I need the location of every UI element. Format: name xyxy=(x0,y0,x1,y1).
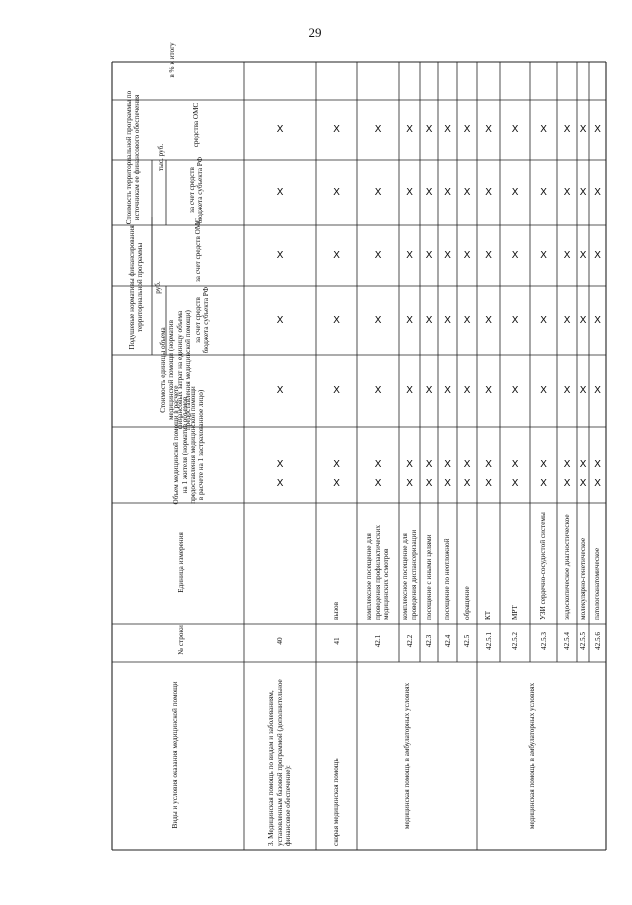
value-cell: X xyxy=(594,459,601,470)
value-cell: X xyxy=(406,459,413,470)
row-unit: МРТ xyxy=(510,605,519,620)
row-unit: молекулярно-генетическое xyxy=(578,537,587,620)
row-number: 42.5.5 xyxy=(578,632,587,650)
row-number: 42.3 xyxy=(424,634,433,648)
header-cost-oms: средства ОМС xyxy=(191,102,200,148)
value-cell: X xyxy=(463,124,471,135)
value-cell: X xyxy=(579,249,587,261)
value-cell: X xyxy=(511,477,519,489)
header-budget: за счет средств бюджета субъекта РФ xyxy=(193,286,210,354)
row-unit: комплексное посещение для проведения профилактических медицинских осмотров xyxy=(365,525,391,620)
row-number: 42.1 xyxy=(373,634,382,648)
value-cell: X xyxy=(374,186,382,198)
value-cell: X xyxy=(563,249,571,261)
value-cell: X xyxy=(579,314,587,326)
header-oms: за счет средств ОМС xyxy=(194,217,203,283)
value-cell: X xyxy=(485,385,492,396)
value-cell: X xyxy=(563,385,571,396)
value-cell: X xyxy=(333,186,340,198)
row-number: 42.2 xyxy=(405,634,414,648)
value-cell: X xyxy=(374,385,382,396)
value-cell: X xyxy=(425,186,433,198)
row-view: 3. Медицинская помощь по видам и заболеваниям, установленным базовой программой (дополнительное финансовое обеспечение): xyxy=(267,679,293,846)
row-number: 42.5.2 xyxy=(510,632,519,650)
value-cell: X xyxy=(579,459,587,470)
value-cell: X xyxy=(276,385,284,396)
value-cell: X xyxy=(540,314,547,326)
value-cell: X xyxy=(511,249,519,261)
row-number: 42.5.1 xyxy=(484,632,493,650)
header-thousand-rub: тыс. руб. xyxy=(156,143,165,172)
row-number: 42.5 xyxy=(462,634,471,648)
value-cell: X xyxy=(540,459,547,470)
group-label-ambulatory: медицинская помощь в амбулаторных условиях xyxy=(527,682,536,830)
row-unit: посещение по неотложной xyxy=(443,538,452,620)
value-cell: X xyxy=(333,249,340,261)
value-cell: X xyxy=(276,314,284,326)
value-cell: X xyxy=(594,124,601,135)
value-cell: X xyxy=(579,186,587,198)
row-number: 42.5.4 xyxy=(562,632,571,650)
value-cell: X xyxy=(406,249,413,261)
value-cell: X xyxy=(425,459,433,470)
header-unit: Единица измерения xyxy=(176,532,185,593)
value-cell: X xyxy=(444,385,451,396)
header-view: Виды и условия оказания медицинской помощи xyxy=(170,681,179,829)
row-number: 42.4 xyxy=(443,634,452,648)
row-unit: вызов xyxy=(332,601,341,620)
value-cell: X xyxy=(511,459,519,470)
header-per-capita-group: Подушевые нормативы финансирования территориальной программы xyxy=(127,225,144,350)
value-cell: X xyxy=(333,459,340,470)
value-cell: X xyxy=(485,186,492,198)
value-cell: X xyxy=(444,186,451,198)
value-cell: X xyxy=(485,124,492,135)
value-cell: X xyxy=(563,314,571,326)
value-cell: X xyxy=(425,477,433,489)
value-cell: X xyxy=(594,477,601,489)
row-unit: обращение xyxy=(462,586,471,620)
value-cell: X xyxy=(563,124,571,135)
value-cell: X xyxy=(444,314,451,326)
page-number: 29 xyxy=(308,25,322,40)
value-cell: X xyxy=(444,124,451,135)
value-cell: X xyxy=(485,477,492,489)
header-cost-budget: за счет средств бюджета субъекта РФ xyxy=(187,156,204,224)
value-cell: X xyxy=(463,385,471,396)
value-cell: X xyxy=(579,477,587,489)
value-cell: X xyxy=(425,124,433,135)
value-cell: X xyxy=(374,477,382,489)
value-cell: X xyxy=(406,385,413,396)
value-cell: X xyxy=(540,249,547,261)
value-cell: X xyxy=(425,249,433,261)
row-unit: комплексное посещение для проведения диспансеризации xyxy=(401,529,418,620)
value-cell: X xyxy=(276,124,284,135)
value-cell: X xyxy=(511,314,519,326)
value-cell: X xyxy=(276,459,284,470)
value-cell: X xyxy=(563,459,571,470)
value-cell: X xyxy=(463,477,471,489)
value-cell: X xyxy=(594,314,601,326)
value-cell: X xyxy=(425,385,433,396)
value-cell: X xyxy=(463,314,471,326)
group-label-ambulatory: медицинская помощь в амбулаторных условиях xyxy=(402,682,411,830)
value-cell: X xyxy=(276,249,284,261)
value-cell: X xyxy=(540,385,547,396)
value-cell: X xyxy=(463,459,471,470)
header-row-no: № строки xyxy=(176,625,185,655)
value-cell: X xyxy=(485,249,492,261)
row-unit: посещение с иными целями xyxy=(424,534,433,620)
value-cell: X xyxy=(511,385,519,396)
value-cell: X xyxy=(594,249,601,261)
row-unit: эндоскопическое диагностическое xyxy=(562,514,571,620)
header-volume: Объем медицинской помощи в расчете на 1 жителя (норматив объемов предоставления медицинской помощи в расчете на 1 застрахованное лицо) xyxy=(172,385,206,505)
value-cell: X xyxy=(333,477,340,489)
value-cell: X xyxy=(374,249,382,261)
value-cell: X xyxy=(485,314,492,326)
value-cell: X xyxy=(425,314,433,326)
header-cost-unit: Стоимость единицы объема медицинской помощи (норматив финансовых затрат на единицу объема предоставления медицинской помощи) xyxy=(158,310,192,430)
value-cell: X xyxy=(511,124,519,135)
row-view: скорая медицинская помощь xyxy=(332,758,341,846)
value-cell: X xyxy=(579,385,587,396)
value-cell: X xyxy=(333,385,340,396)
value-cell: X xyxy=(540,477,547,489)
value-cell: X xyxy=(511,186,519,198)
value-cell: X xyxy=(374,314,382,326)
row-number: 40 xyxy=(275,637,284,645)
row-unit: КТ xyxy=(484,610,493,620)
value-cell: X xyxy=(333,314,340,326)
row-number: 42.5.6 xyxy=(593,632,602,650)
header-rub: руб. xyxy=(153,281,162,294)
value-cell: X xyxy=(463,249,471,261)
value-cell: X xyxy=(540,186,547,198)
header-cost-group: Стоимость территориальной программы по источникам ее финансового обеспечения xyxy=(124,90,141,225)
value-cell: X xyxy=(594,385,601,396)
value-cell: X xyxy=(463,186,471,198)
value-cell: X xyxy=(406,124,413,135)
value-cell: X xyxy=(540,124,547,135)
value-cell: X xyxy=(406,314,413,326)
value-cell: X xyxy=(563,186,571,198)
value-cell: X xyxy=(444,477,451,489)
value-cell: X xyxy=(444,249,451,261)
value-cell: X xyxy=(594,186,601,198)
row-number: 41 xyxy=(332,637,341,645)
value-cell: X xyxy=(374,124,382,135)
value-cell: X xyxy=(276,186,284,198)
value-cell: X xyxy=(444,459,451,470)
row-unit: УЗИ сердечно-сосудистой системы xyxy=(539,512,548,620)
row-number: 42.5.3 xyxy=(539,632,548,650)
value-cell: X xyxy=(406,477,413,489)
value-cell: X xyxy=(406,186,413,198)
value-cell: X xyxy=(485,459,492,470)
value-cell: X xyxy=(333,124,340,135)
value-cell: X xyxy=(563,477,571,489)
header-percent: в % к итогу xyxy=(167,42,176,78)
value-cell: X xyxy=(276,477,284,489)
value-cell: X xyxy=(374,459,382,470)
value-cell: X xyxy=(579,124,587,135)
row-unit: патологоанатомическое xyxy=(593,547,602,620)
